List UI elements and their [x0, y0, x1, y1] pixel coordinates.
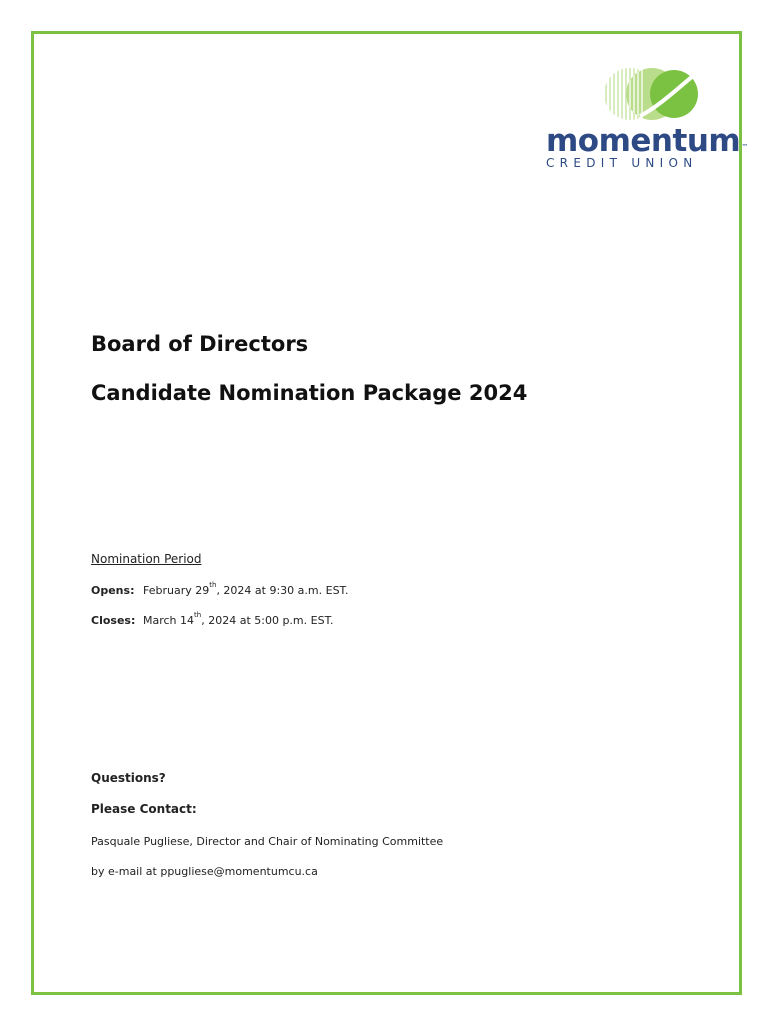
logo-wordmark: momentum™ [546, 123, 748, 159]
closes-value: March 14th, 2024 at 5:00 p.m. EST. [143, 611, 334, 627]
document-title-line-2: Candidate Nomination Package 2024 [91, 381, 528, 405]
contact-email-line: by e-mail at ppugliese@momentumcu.ca [91, 865, 318, 878]
contact-name-line: Pasquale Pugliese, Director and Chair of Nominating Committee [91, 835, 444, 848]
nomination-period-heading: Nomination Period [91, 552, 202, 566]
document-title-line-1: Board of Directors [91, 332, 309, 356]
logo-subtitle: CREDIT UNION [546, 156, 698, 170]
page-border [31, 31, 742, 995]
opens-value: February 29th, 2024 at 9:30 a.m. EST. [143, 581, 349, 597]
opens-label: Opens: [91, 584, 135, 597]
please-contact-heading: Please Contact: [91, 802, 197, 816]
momentum-logo-mark-icon [600, 64, 700, 124]
company-logo [540, 64, 748, 174]
closes-label: Closes: [91, 614, 136, 627]
questions-heading: Questions? [91, 771, 166, 785]
